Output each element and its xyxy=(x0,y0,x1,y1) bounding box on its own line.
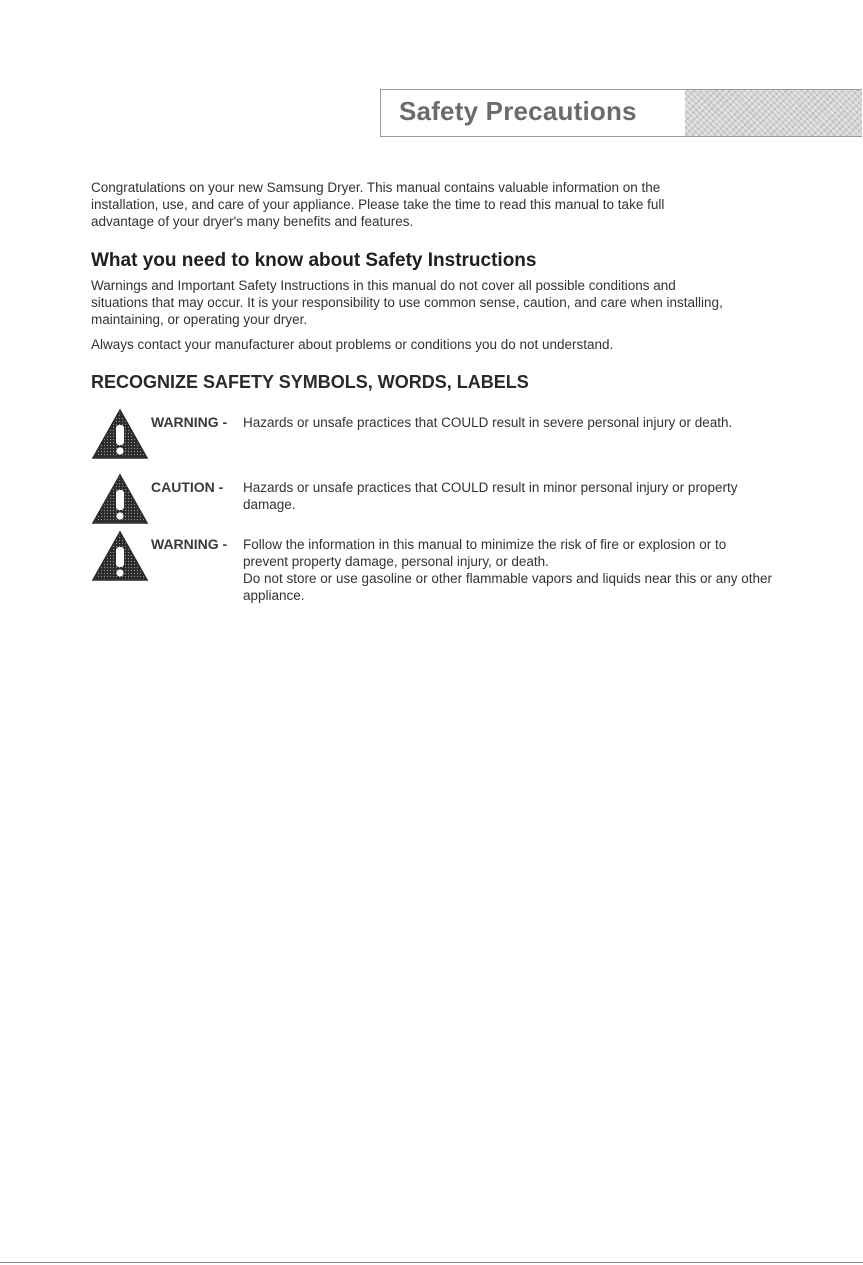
warning-description xyxy=(243,536,773,604)
warning-description-line: Do not store or use gasoline or other flammable vapors and liquids near this or any other appliance. xyxy=(243,571,773,603)
page-bottom-rule xyxy=(0,1262,863,1263)
warning-triangle-icon xyxy=(91,408,149,460)
caution-item xyxy=(91,473,771,533)
page-title: Safety Precautions xyxy=(399,96,637,126)
warning-description: Hazards or unsafe practices that COULD result in severe personal injury or death. xyxy=(243,415,733,430)
warning-description-line: Follow the information in this manual to minimize the risk of fire or explosion or to prevent property damage, personal injury, or death. xyxy=(243,537,727,569)
warning-item xyxy=(91,530,771,625)
caution-label: CAUTION - xyxy=(151,479,224,495)
warning-triangle-icon xyxy=(91,530,149,582)
caution-description: Hazards or unsafe practices that COULD result in minor personal injury or property damage. xyxy=(243,480,738,512)
safety-instructions-paragraph: Warnings and Important Safety Instructions in this manual do not cover all possible conditions and situations that may occur. It is your responsibility to use common sense, caution, and care when installing, maintaining, or operating your dryer. xyxy=(91,278,723,327)
safety-symbols-heading: RECOGNIZE SAFETY SYMBOLS, WORDS, LABELS xyxy=(91,372,529,392)
warning-item xyxy=(91,408,771,468)
intro-paragraph: Congratulations on your new Samsung Dryer. This manual contains valuable information on the installation, use, and care of your appliance. Please take the time to read this manual to take full advantage of your dryer's many benefits and features. xyxy=(91,180,665,229)
header-pattern-decoration xyxy=(685,90,862,136)
warning-label: WARNING - xyxy=(151,414,228,430)
warning-label: WARNING - xyxy=(151,536,228,552)
safety-instructions-heading: What you need to know about Safety Instructions xyxy=(91,250,537,271)
section-header xyxy=(380,89,862,137)
warning-triangle-icon xyxy=(91,473,149,525)
contact-manufacturer-paragraph: Always contact your manufacturer about problems or conditions you do not understand. xyxy=(91,337,614,352)
